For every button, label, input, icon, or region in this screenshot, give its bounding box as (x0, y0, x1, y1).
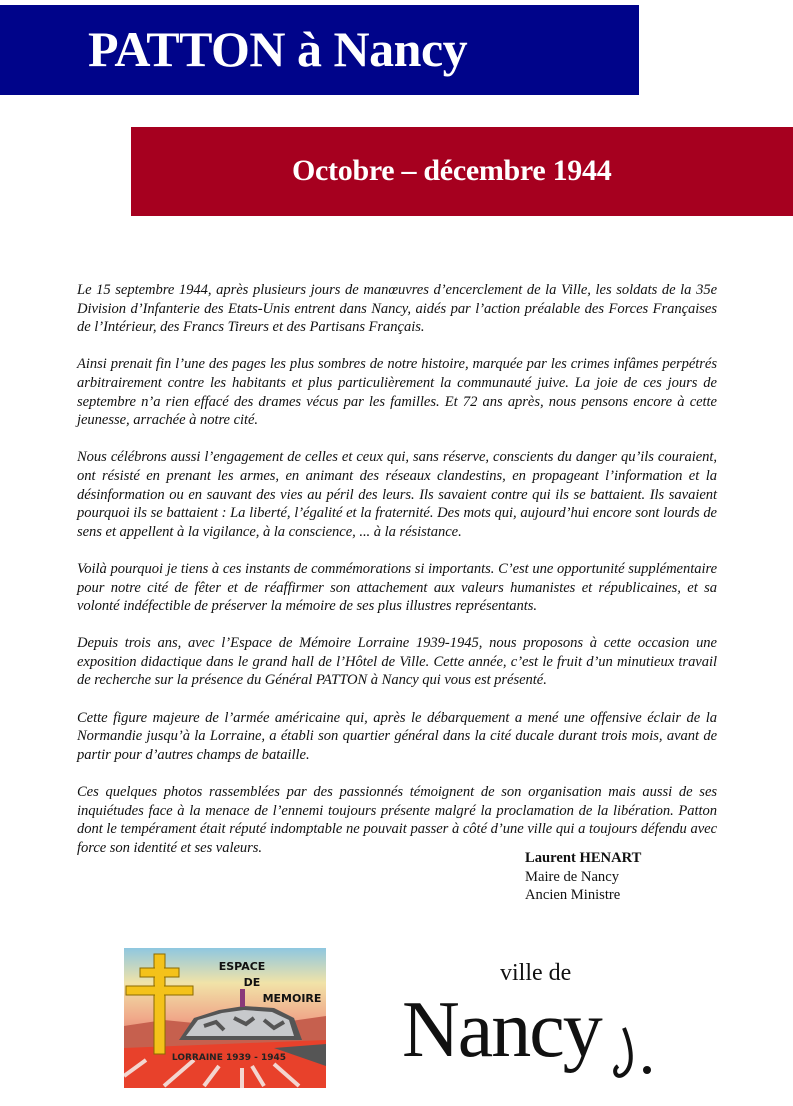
logo-nancy-wordmark: Nancy (402, 986, 601, 1074)
signature-block (525, 849, 641, 905)
logo-ville-de: ville de (500, 960, 572, 986)
monument-shape (240, 989, 245, 1007)
logo-text-lorraine: LORRAINE 1939 - 1945 (171, 1053, 287, 1063)
letter-body (77, 281, 717, 876)
page-title: PATTON à Nancy (88, 21, 468, 77)
paragraph-liberation: Le 15 septembre 1944, après plusieurs jours de manœuvres d’encerclement de la Ville, les soldats de la 35e Division d’Infanterie des Etats-Unis entrent dans Nancy, aidés par l’action préalable des Forces Françaises de l’Intérieur, des Francs Tireurs et des Partisans Français. (77, 282, 717, 336)
logo-text-espace: ESPACE (218, 960, 266, 973)
logo-text-memoire: MEMOIRE (262, 992, 322, 1005)
title-banner (0, 5, 639, 95)
paragraph-exhibition: Depuis trois ans, avec l’Espace de Mémoire Lorraine 1939-1945, nous proposons à cette occasion une exposition didactique dans le grand hall de l’Hôtel de Ville. Cette année, c’est le fruit d’un minutieux travail de recherche sur la présence du Général PATTON à Nancy qui vous est présenté. (77, 635, 717, 689)
page-subtitle-dates: Octobre – décembre 1944 (292, 154, 612, 187)
paragraph-commemorations: Voilà pourquoi je tiens à ces instants de commémorations si importants. C’est une opportunité supplémentaire pour notre cité de fêter et de réaffirmer son attachement aux valeurs humanistes et républicaines, et sa volonté indéfectible de préserver la mémoire de ses plus illustres représentants. (77, 560, 717, 615)
signatory-name: Laurent HENART (525, 850, 642, 866)
ville-de-nancy-logo (400, 960, 670, 1080)
signatory-former-role: Ancien Ministre (525, 887, 621, 904)
logo-text-de: DE (243, 976, 261, 989)
signatory-role: Maire de Nancy (525, 868, 620, 885)
dates-banner (131, 127, 793, 216)
paragraph-patton-figure: Cette figure majeure de l’armée américaine qui, après le débarquement a mené une offensive éclair de la Normandie jusqu’à la Lorraine, a établi son quartier général dans la cité ducale durant trois mois, avant de partir pour d’autres champs de bataille. (77, 709, 717, 763)
paragraph-resistance: Nous célébrons aussi l’engagement de celles et ceux qui, sans réserve, conscients du danger qu’ils couraient, ont résisté en prenant les armes, en animant des réseaux clandestins, en propageant l’information et la désinformation ou en sauvant des vies au péril des leurs. Ils savaient contre qui ils se battaient. Ils savaient pourquoi ils se battaient : La liberté, l’égalité et la fraternité. Des mots qui, aujourd’hui encore sont lourds de sens et appellent à la vigilance, à la conscience, ... à la résistance. (77, 449, 717, 540)
paragraph-photos: Ces quelques photos rassemblées par des passionnés témoignent de son organisation mais aussi de ses inquiétudes face à la menace de l’ennemi toujours présente malgré la proclamation de la libération. Patton dont le tempérament était réputé indomptable ne pouvait passer à côté d’une ville qui a toujours défendu avec force son identité et ses valeurs. (77, 784, 717, 856)
paragraph-dark-pages: Ainsi prenait fin l’une des pages les plus sombres de notre histoire, marquée par les crimes infâmes perpétrés arbitrairement contre les habitants et plus particulièrement la communauté juive. La joie de ces jours de septembre n’a rien effacé des drames vécus par les familles. Et 72 ans après, nous pensons encore à cette jeunesse, arrachée à notre cité. (77, 356, 717, 429)
espace-memoire-logo (124, 948, 326, 1088)
logo-swash-icon (562, 1008, 662, 1083)
